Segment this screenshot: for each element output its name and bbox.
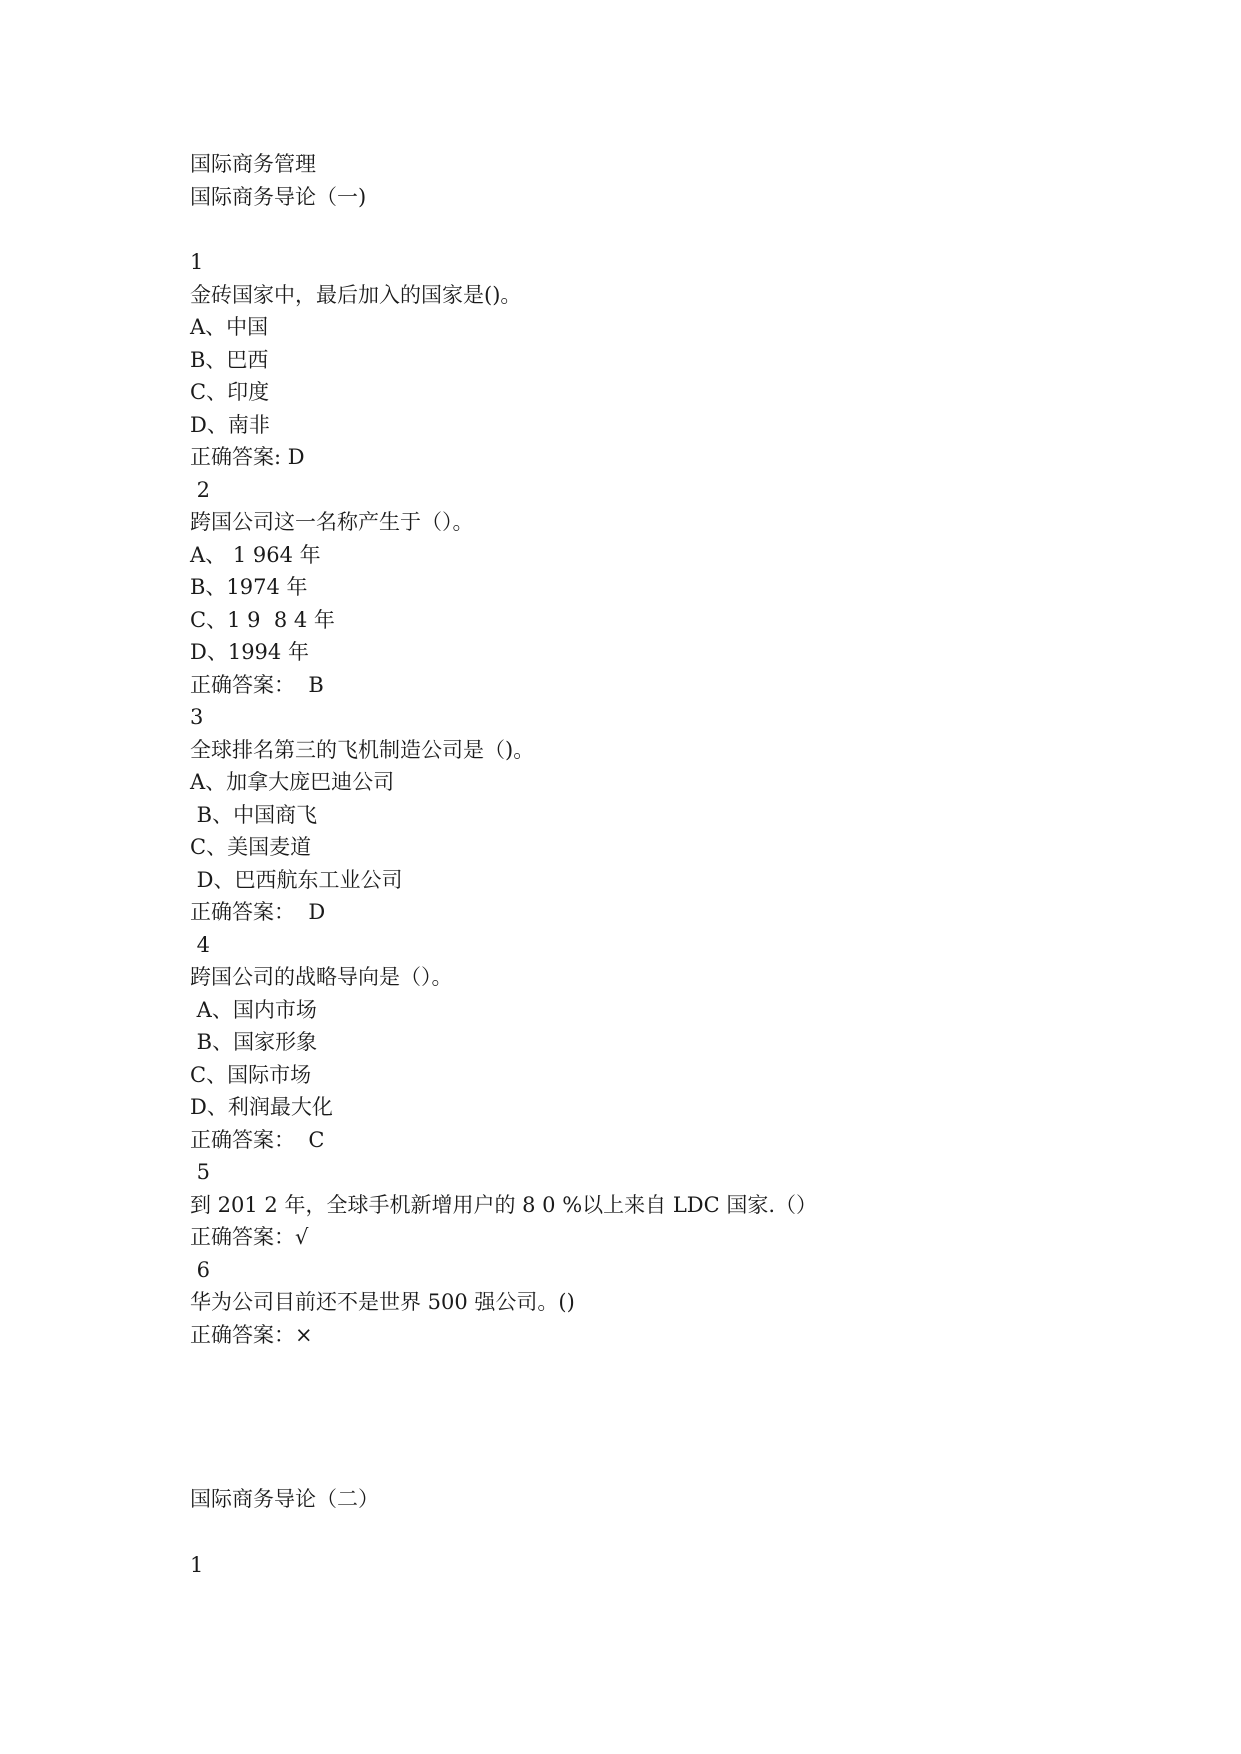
option-b: B、巴西 bbox=[190, 347, 269, 372]
document-page bbox=[190, 148, 1150, 1581]
option-b: B、1974 年 bbox=[190, 575, 308, 599]
question-number: 2 bbox=[190, 477, 211, 502]
question-number: 3 bbox=[190, 705, 204, 729]
option-a: A、加拿大庞巴迪公司 bbox=[190, 770, 395, 794]
spacer bbox=[190, 213, 1150, 246]
correct-answer: 正确答案： C bbox=[190, 1127, 325, 1152]
option-d: D、利润最大化 bbox=[190, 1095, 333, 1119]
correct-answer: 正确答案：√ bbox=[190, 1225, 309, 1249]
question-block bbox=[190, 929, 1150, 1157]
option-c: C、1 9 8 4 年 bbox=[190, 607, 335, 632]
option-c: C、印度 bbox=[190, 380, 270, 404]
question-stem: 跨国公司这一名称产生于（）。 bbox=[190, 510, 474, 534]
correct-answer: 正确答案： B bbox=[190, 672, 324, 697]
option-d: D、南非 bbox=[190, 412, 270, 437]
spacer bbox=[190, 1351, 1150, 1483]
question-stem: 跨国公司的战略导向是（）。 bbox=[190, 965, 453, 989]
correct-answer: 正确答案： D bbox=[190, 900, 326, 924]
question-block bbox=[190, 701, 1150, 929]
correct-answer: 正确答案: D bbox=[190, 445, 305, 469]
option-d: D、1994 年 bbox=[190, 640, 309, 664]
question-number: 6 bbox=[190, 1257, 211, 1282]
option-a: A、 1 964 年 bbox=[190, 542, 321, 567]
question-stem: 到 201 2 年，全球手机新增用户的 8 0 %以上来自 LDC 国家.（） bbox=[190, 1192, 818, 1217]
question-block bbox=[190, 246, 1150, 474]
question-block bbox=[190, 1156, 1150, 1254]
option-c: C、国际市场 bbox=[190, 1062, 312, 1087]
option-c: C、美国麦道 bbox=[190, 835, 312, 859]
option-a: A、国内市场 bbox=[190, 997, 317, 1022]
document-title: 国际商务管理 bbox=[190, 152, 316, 176]
question-number: 5 bbox=[190, 1160, 211, 1184]
section-title: 国际商务导论（一) bbox=[190, 184, 367, 209]
option-b: B、国家形象 bbox=[190, 1030, 318, 1054]
spacer bbox=[190, 1516, 1150, 1549]
question-stem: 全球排名第三的飞机制造公司是（)。 bbox=[190, 737, 535, 762]
option-a: A、中国 bbox=[190, 315, 269, 339]
section-title: 国际商务导论（二） bbox=[190, 1487, 379, 1511]
question-number: 1 bbox=[190, 1552, 204, 1577]
question-block bbox=[190, 474, 1150, 702]
option-d: D、巴西航东工业公司 bbox=[190, 867, 403, 892]
question-stem: 华为公司目前还不是世界 500 强公司。() bbox=[190, 1290, 575, 1314]
correct-answer: 正确答案：× bbox=[190, 1322, 313, 1347]
question-stem: 金砖国家中，最后加入的国家是()。 bbox=[190, 282, 522, 307]
question-number: 1 bbox=[190, 250, 204, 274]
question-block bbox=[190, 1254, 1150, 1352]
question-number: 4 bbox=[190, 932, 211, 957]
option-b: B、中国商飞 bbox=[190, 802, 318, 827]
